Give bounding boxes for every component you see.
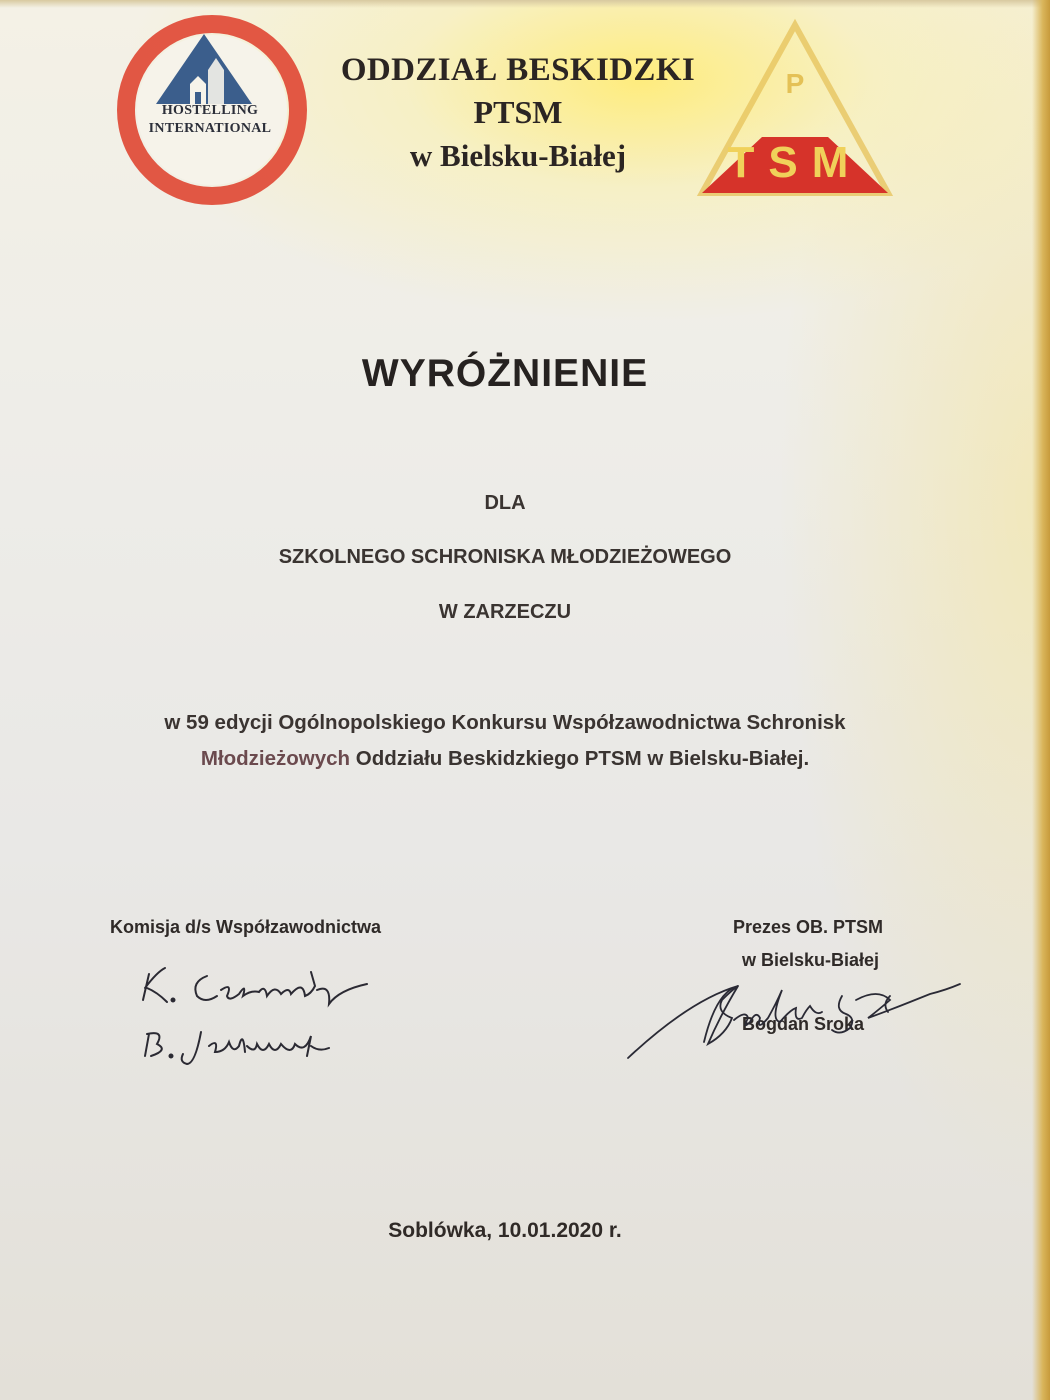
ptsm-logo-letters: TSM — [727, 138, 863, 187]
award-description-line1: w 59 edycji Ogólnopolskiego Konkursu Współzawodnictwa Schronisk — [164, 711, 846, 734]
for-label: DLA — [484, 492, 526, 514]
president-title: Prezes OB. PTSM — [733, 917, 884, 937]
recipient-location: W ZARZECZU — [438, 601, 572, 623]
president-name: Bogdan Sroka — [742, 1014, 865, 1034]
certificate-title: WYRÓŻNIENIE — [361, 352, 649, 395]
award-description-rest: Oddziału Beskidzkiego PTSM w Bielsku-Białej. — [350, 747, 810, 770]
hostelling-text: HOSTELLING — [161, 103, 259, 118]
handwritten-signature-president — [620, 960, 965, 1070]
handwritten-signatures-commission — [135, 960, 395, 1070]
header-city: w Bielsku-Białej — [409, 138, 627, 173]
frame-right-edge — [1032, 0, 1050, 1400]
frame-top-edge — [0, 0, 1050, 8]
issue-date: Soblówka, 10.01.2020 r. — [388, 1219, 622, 1242]
header-organization: PTSM — [473, 94, 563, 130]
award-description-line2 — [0, 747, 1010, 771]
president-city: w Bielsku-Białej — [742, 950, 880, 970]
ptsm-logo-p: P — [785, 68, 805, 99]
international-text: INTERNATIONAL — [148, 121, 272, 136]
award-description-word: Młodzieżowych — [200, 747, 351, 770]
header-branch-name: ODDZIAŁ BESKIDZKI — [340, 52, 696, 88]
recipient-name: SZKOLNEGO SCHRONISKA MŁODZIEŻOWEGO — [278, 546, 732, 568]
commission-label: Komisja d/s Współzawodnictwa — [110, 917, 382, 937]
